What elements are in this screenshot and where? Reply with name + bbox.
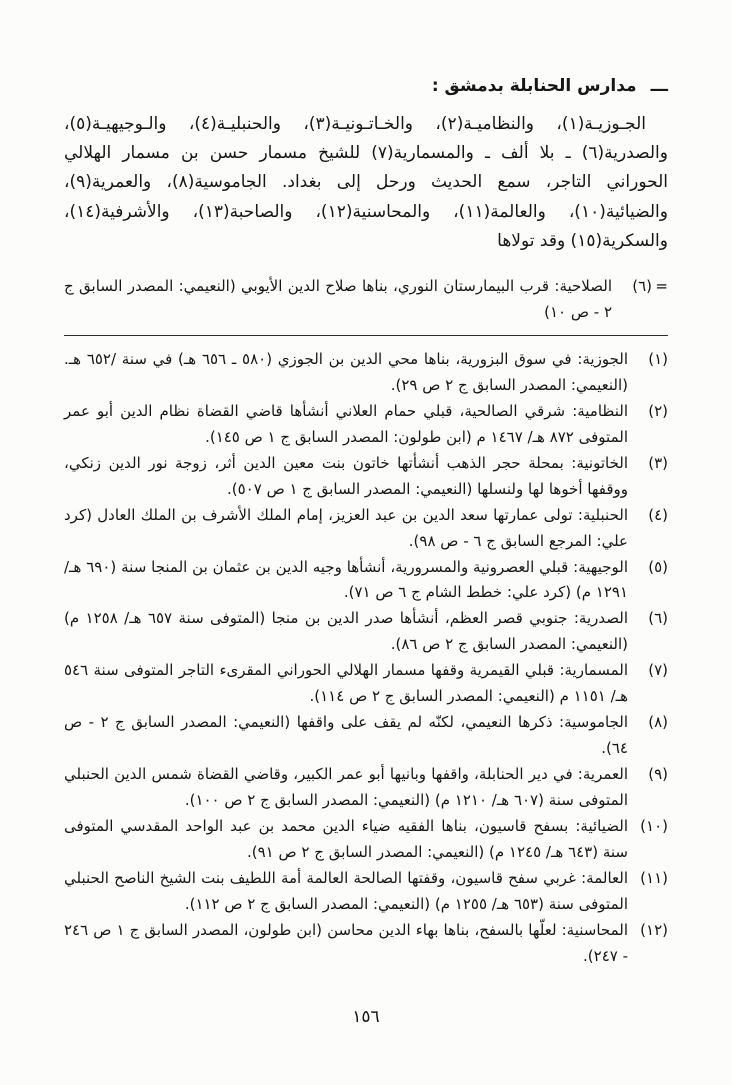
footnote-item-8 <box>64 710 668 762</box>
footnote-number: (٦) <box>648 609 668 628</box>
continuation-marker: = <box>655 277 668 296</box>
section-heading <box>64 76 668 96</box>
footnote-text: المحاسنية: لعلّها بالسفح، بناها بهاء الدين محاسن (ابن طولون، المصدر السابق ج ١ ص ٢٤٦ - ٢٤٧). <box>64 920 628 965</box>
footnote-number: (٧) <box>648 661 668 680</box>
body-paragraph: الجـوزيـة(١)، والنظاميـة(٢)، والخـاتـونيـة(٣)، والحنبليـة(٤)، والـوجيهيـة(٥)، والصدرية(٦) ـ بلا ألف ـ والمسمارية(٧) للشيخ مسمار حسن بن مسمار الهلالي الحوراني التاجر، سمع الحديث ورحل إلى بغداد. الجاموسية(٨)، والعمرية(٩)، والضيائية(١٠)، والعالمة(١١)، والمحاسنية(١٢)، والصاحبة(١٣)، والأشرفية(١٤)، والسكرية(١٥) وقد تولاها <box>64 114 668 251</box>
footnote-text: المسمارية: قبلي القيمرية وقفها مسمار الهلالي الحوراني المقرىء التاجر المتوفى سنة ٥٤٦ هـ/ ١١٥١ م (النعيمي: المصدر السابق ج ٢ ص ١١٤). <box>64 661 628 706</box>
page-title: مدارس الحنابلة بدمشق : <box>431 76 637 96</box>
footnote-number: (١١) <box>640 868 668 887</box>
footnote-separator-line <box>64 335 668 336</box>
footnote-text: الحنبلية: تولى عمارتها سعد الدين بن عبد العزيز، إمام الملك الأشرف بن الملك العادل (كرد علي: المرجع السابق ج ٦ - ص ٩٨). <box>64 505 628 550</box>
footnote-number: (٨) <box>648 713 668 732</box>
footnote-number: (١٢) <box>640 920 668 939</box>
footnote-item-9 <box>64 762 668 814</box>
footnote-item-2 <box>64 399 668 451</box>
footnote-area <box>64 274 668 969</box>
footnote-text: النظامية: شرقي الصالحية، قبلي حمام العلاني أنشأها قاضي القضاة نظام الدين أبو عمر المتوفى ٨٧٢ هـ/ ١٤٦٧ م (ابن طولون: المصدر السابق ج ١ ص ١٤٥). <box>64 401 628 446</box>
footnote-number: (٤) <box>648 505 668 524</box>
footnote-item-5 <box>64 555 668 607</box>
footnote-continuation <box>64 274 668 326</box>
footnote-item-4 <box>64 503 668 555</box>
footnote-text: الصلاحية: قرب البيمارستان النوري، بناها صلاح الدين الأيوبي (النعيمي: المصدر السابق ج ٢ - ص ١٠) <box>64 277 612 322</box>
footnote-item-1 <box>64 347 668 399</box>
footnote-number: (٣) <box>648 453 668 472</box>
footnote-number: (٢) <box>648 401 668 420</box>
footnote-item-11 <box>64 866 668 918</box>
footnote-number: (١٠) <box>640 816 668 835</box>
footnote-text: الضيائية: بسفح قاسيون، بناها الفقيه ضياء الدين محمد بن عبد الواحد المقدسي المتوفى سنة (٦٤٣ هـ/ ١٢٤٥ م) (النعيمي: المصدر السابق ج ٢ ص ٩١). <box>64 816 628 861</box>
footnote-item-6 <box>64 606 668 658</box>
footnote-item-12 <box>64 918 668 970</box>
footnote-item-10 <box>64 814 668 866</box>
page-number: ١٥٦ <box>352 1007 380 1027</box>
footnote-number: (٩) <box>648 765 668 784</box>
footnote-number: (٦) <box>632 277 652 296</box>
footnote-item-3 <box>64 451 668 503</box>
footnote-number: (١) <box>648 350 668 369</box>
footnote-number: (٥) <box>648 557 668 576</box>
footnote-text: الصدرية: جنوبي قصر العظم، أنشأها صدر الدين بن منجا (المتوفى سنة ٦٥٧ هـ/ ١٢٥٨ م) (النعيمي: المصدر السابق ج ٢ ص ٨٦). <box>64 609 628 654</box>
heading-dash: ـــ <box>650 76 668 96</box>
footnote-text: الجوزية: في سوق البزورية، بناها محي الدين بن الجوزي (٥٨٠ ـ ٦٥٦ هـ) في سنة /٦٥٢ هـ. (النعيمي: المصدر السابق ج ٢ ص ٢٩). <box>64 350 629 394</box>
footnote-text: الجاموسية: ذكرها النعيمي، لكنّه لم يقف على واقفها (النعيمي: المصدر السابق ج ٢ - ص ٦٤). <box>64 713 628 758</box>
footnote-text: العالمة: غربي سفح قاسيون، وقفتها الصالحة العالمة أمة اللطيف بنت الشيخ الناصح الحنبلي المتوفى سنة (٦٥٣ هـ/ ١٢٥٥ م) (النعيمي: المصدر السابق ج ٢ ص ١١٢). <box>64 868 628 913</box>
footnote-text: العمرية: في دير الحنابلة، واقفها وبانيها أبو عمر الكبير، وقاضي القضاة شمس الدين الحنبلي المتوفى سنة (٦٠٧ هـ/ ١٢١٠ م) (النعيمي: المصدر السابق ج ٢ ص ١٠٠). <box>64 765 628 809</box>
footnote-text: الخاتونية: بمحلة حجر الذهب أنشأتها خاتون بنت معين الدين أثر، زوجة نور الدين زنكي، ووقفها أخوها لها ولنسلها (النعيمي: المصدر السابق ج ١ ص ٥٠٧). <box>64 453 628 498</box>
footnote-text: الوجيهية: قبلي العصرونية والمسرورية، أنشأها وجيه الدين بن عثمان بن المنجا سنة (٦٩٠ هـ/ ١٢٩١ م) (كرد علي: خطط الشام ج ٦ ص ٧١). <box>64 557 628 602</box>
footnote-item-7 <box>64 658 668 710</box>
